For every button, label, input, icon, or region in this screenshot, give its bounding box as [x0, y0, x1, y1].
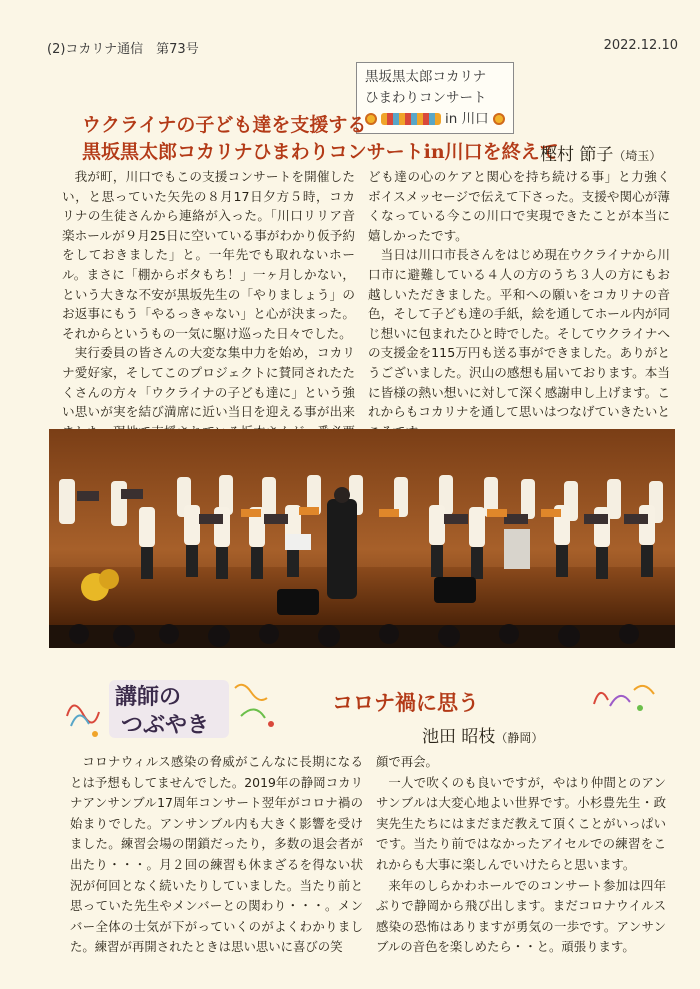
- article-2-column-1: [70, 752, 363, 958]
- paragraph: 当日は川口市長さんをはじめ現在ウクライナから川口市に避難している４人の方のうち３人の方にもお越しいただきました。平和への願いをコカリナの音色，そして子ども達の手紙，絵を通してホール内が同じ想いに包まれたひと時でした。そしてウクライナへの支援金を115万円も送る事ができました。ありがとうございました。沢山の感想も届いております。本当に皆様の熱い想いに対して深く感謝申し上げます。これからもコカリナを通して思いはつなげていきたいと: [368, 247, 670, 420]
- sunflower-icon: [493, 113, 505, 125]
- logo-text-line-1: 講師の: [115, 685, 182, 710]
- author-region: （静岡）: [495, 731, 544, 745]
- article-title-line-2: 黒坂黒太郎コカリナひまわりコンサートin川口を終えて: [82, 141, 559, 163]
- article-author: [540, 140, 661, 165]
- logo-text-line-2: つぶやき: [121, 713, 210, 738]
- paragraph: 我が町，川口でもこの支援コンサートを開催したい，と思っていた矢先の８月17日夕方５時，コカリナの生徒さんから連絡が入った。「川口リリア音楽ホールが９月25日に空いている事がわかり仮予約をしておきました」と。一年先でも取れないホール。まさに「棚からボタもち！」一ヶ月しかない，という大きな不安が黒坂先生の「やりましょう」のお返事にもう「やるっきゃない」と心が決まった。それからというもの一気に駆け巡った日々でした。: [62, 169, 355, 341]
- concert-logo: [356, 62, 514, 134]
- newsletter-issue: (2)コカリナ通信 第73号: [47, 42, 199, 57]
- logo-line-3-row: [365, 109, 507, 130]
- article-2-title: コロナ禍に思う: [332, 690, 479, 715]
- author-name: 池田 昭枝: [422, 727, 496, 747]
- article-title-line-1: ウクライナの子ども達を支援する: [82, 114, 367, 136]
- koshi-no-tsubuyaki-logo: [65, 676, 283, 742]
- logo-line-1: 黒坂黒太郎コカリナ: [365, 69, 487, 85]
- article-2-author: [422, 722, 543, 747]
- article-2-column-2: [376, 752, 666, 958]
- article-column-1: [62, 167, 355, 461]
- author-name: 樫村 節子: [540, 145, 614, 165]
- author-region: （埼玉）: [613, 149, 662, 163]
- music-notes-icon: [381, 113, 441, 125]
- article-column-2: [368, 167, 670, 441]
- logo-line-2: ひまわりコンサート: [365, 90, 487, 106]
- paragraph: 顔で再会。: [376, 754, 438, 769]
- paragraph: 一人で吹くのも良いですが，やはり仲間とのアンサンブルは大変心地よい世界です。小杉豊先生・政実先生たちにはまだまだ教えて頂くことがいっぱいです。当たり前ではなかったアイセルでの練習をこれからも大事に楽しんでいけたらと思います。: [376, 774, 666, 872]
- music-notes-decoration-icon: [590, 676, 660, 716]
- sunflower-icon: [365, 113, 377, 125]
- logo-line-3: in 川口: [445, 111, 489, 127]
- paragraph: 来年のしらかわホールでのコンサート参加は四年ぶりで静岡から飛び出します。まだコロナウイルス感染の恐怖はありますが勇気の一歩です。アンサンブルの音色を楽しめたら・・と。頑張ります。: [376, 877, 666, 955]
- paragraph: 実行委員の皆さんの大変な集中力を始め，コカリナ愛好家，そしてこのプロジェクトに賛同されたたくさんの方々「ウクライナの子ども達に」という強い思いが実を結び満席に近い当日を迎える事が出来: [62, 345, 355, 420]
- issue-date: 2022.12.10: [603, 38, 678, 53]
- paragraph: コロナウィルス感染の脅威がこんなに長期になるとは予想もしてませんでした。2019年の静岡コカリナアンサンブル17周年コンサート翌年がコロナ禍の始まりでした。アンサンブル内も大きく影響を受けました。練習会場の閉鎖だったり，多数の退会者が出たり・・・。月２回の練習も休まざるを得ない状況が何回となく続いたりしていました。当たり前と思っていた先生やメンバーとの関わり・・・。メンバー全体の士気が下がっていくのがよくわかりました。練習が再開されたときは思い思いに喜びの笑: [70, 754, 363, 955]
- concert-photo: [49, 429, 675, 648]
- paragraph: ども達の心のケアと関心を持ち続ける事」と力強くボイスメッセージで伝えて下さった。支援や関心が薄くなっている今この川口で実現できたことが本当に嬉しかったです。: [368, 169, 670, 243]
